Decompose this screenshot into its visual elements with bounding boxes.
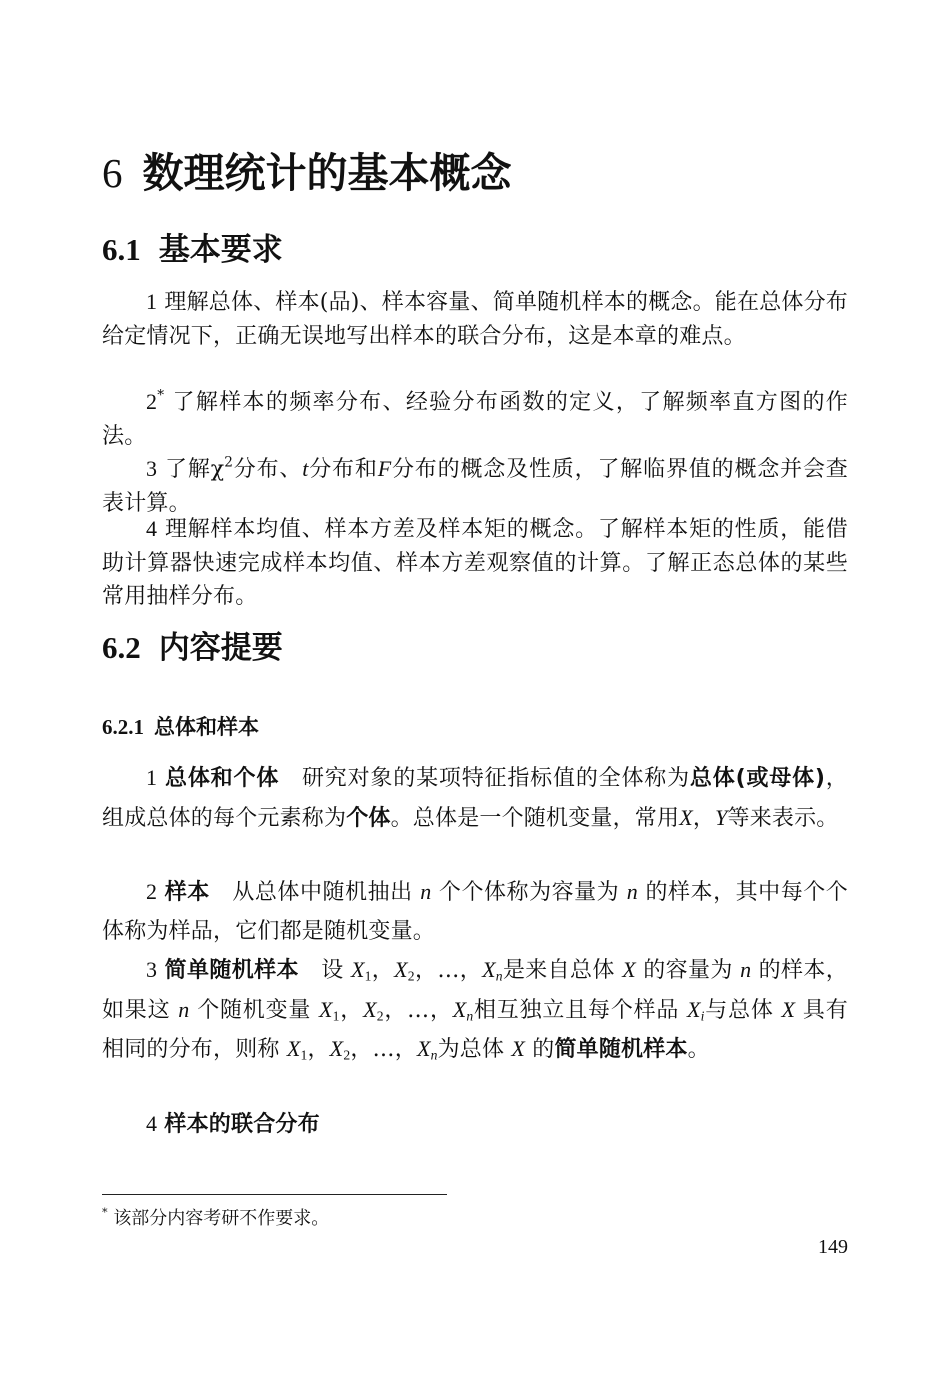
requirement-item-2: 2* 了解样本的频率分布、经验分布函数的定义，了解频率直方图的作法。	[102, 387, 848, 449]
section-heading-6-1: 6.1 基本要求	[102, 232, 283, 268]
requirement-item-4: 4 理解样本均值、样本方差及样本矩的概念。了解样本矩的性质，能借助计算器快速完成样本均值、样本方差观察值的计算。了解正态总体的某些常用抽样分布。	[102, 516, 848, 609]
page-number: 149	[818, 1236, 848, 1258]
definition-population-individual: 1 总体和个体 研究对象的某项特征指标值的全体称为总体(或母体)，组成总体的每个元素称为个体。总体是一个随机变量，常用X，Y等来表示。	[102, 765, 848, 831]
chapter-title: 6 数理统计的基本概念	[102, 149, 512, 197]
footnote-rule	[102, 1194, 447, 1195]
footnote: * 该部分内容考研不作要求。	[102, 1206, 330, 1229]
definition-joint-distribution-heading: 4 样本的联合分布	[146, 1111, 320, 1137]
definition-sample: 2 样本 从总体中随机抽出 n 个个体称为容量为 n 的样本，其中每个个体称为样品，它们都是随机变量。	[102, 879, 848, 944]
subsection-heading-6-2-1: 6.2.1 总体和样本	[102, 715, 259, 739]
definition-simple-random-sample: 3 简单随机样本 设 $X_1$，$X_2$，…，$X_n$是来自总体 X 的容量为 n 的样本，如果这 n 个随机变量 $X_1$，$X_2$，…，$X_n$相互独立且每个样品 $X_i$与总体 X 具有相同的分布，则称 $X_1$，$X_2$，…，$X_n$为总体 X 的简单随机样本。	[102, 957, 848, 1063]
requirement-item-3: 3 了解$\chi^2$分布、t分布和F分布的概念及性质，了解临界值的概念并会查表计算。	[102, 454, 848, 516]
requirement-item-1: 1 理解总体、样本(品)、样本容量、简单随机样本的概念。能在总体分布给定情况下，正确无误地写出样本的联合分布，这是本章的难点。	[102, 289, 848, 349]
section-heading-6-2: 6.2 内容提要	[102, 630, 283, 666]
